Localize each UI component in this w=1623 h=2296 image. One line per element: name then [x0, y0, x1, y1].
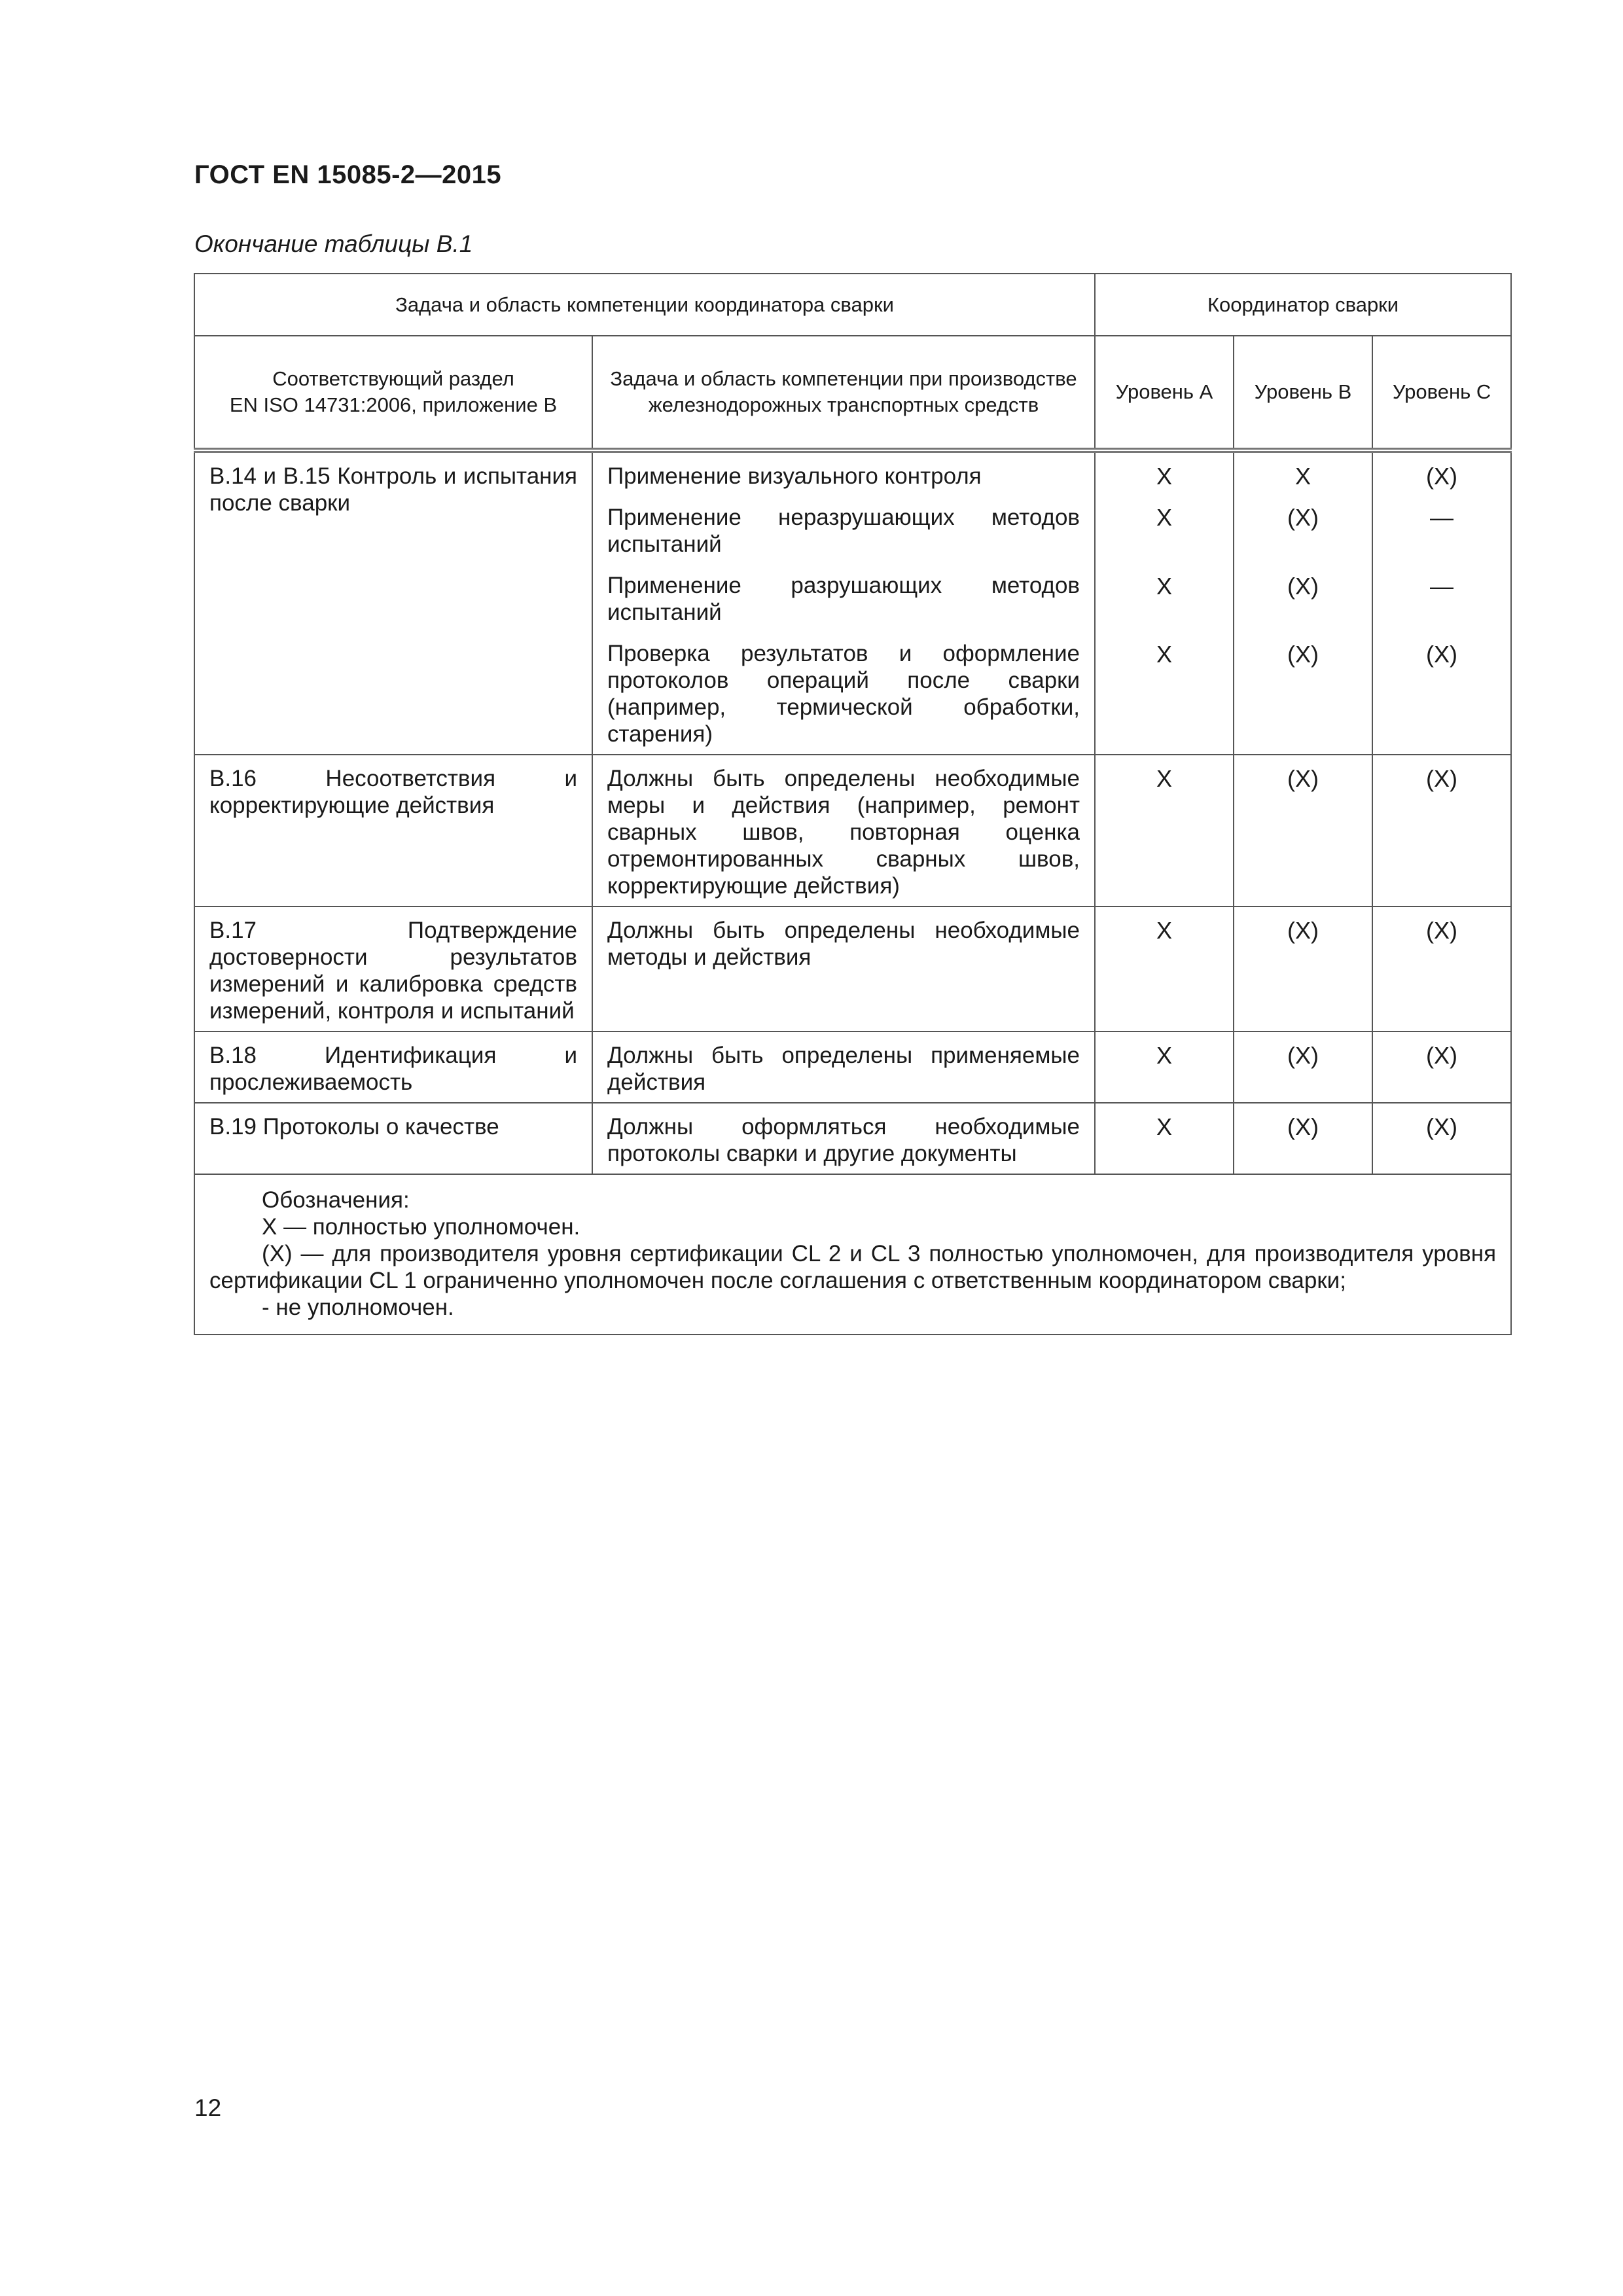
notes-row — [194, 1174, 1511, 1335]
level-a-cell — [1095, 450, 1234, 755]
level-c-cell: (X) — [1372, 1031, 1511, 1103]
task-cell: Должны быть определены необходимые меры и действия (например, ремонт сварных швов, повторная оценка отремонтированных сварных швов, корректирующие действия) — [592, 755, 1095, 906]
mark-value: (X) — [1426, 641, 1458, 668]
task-item: Применение разрушающих методов испытаний — [607, 573, 1080, 625]
note-dash: - не уполномочен. — [262, 1295, 454, 1320]
header-row-groups — [194, 274, 1511, 336]
notes-title: Обозначения: — [262, 1187, 410, 1213]
table-row — [194, 755, 1511, 906]
section-cell: B.14 и B.15 Контроль и испытания после сварки — [194, 450, 592, 755]
header-row-columns — [194, 336, 1511, 450]
level-b-cell — [1234, 450, 1372, 755]
level-a-cell: X — [1095, 755, 1234, 906]
level-b-cell: (X) — [1234, 755, 1372, 906]
table-row — [194, 450, 1511, 755]
header-level-c: Уровень C — [1372, 336, 1511, 450]
level-b-cell: (X) — [1234, 1103, 1372, 1174]
competence-table — [194, 273, 1512, 1335]
header-section-line1: Соответствующий раздел — [272, 367, 514, 390]
header-group-task: Задача и область компетенции координатора сварки — [194, 274, 1095, 336]
section-cell: B.17 Подтверждение достоверности результатов измерений и калибровка средств измерений, контроля и испытаний — [194, 906, 592, 1031]
document-code: ГОСТ EN 15085-2—2015 — [194, 160, 502, 189]
level-c-cell — [1372, 450, 1511, 755]
level-b-cell: (X) — [1234, 906, 1372, 1031]
mark-value: (X) — [1287, 504, 1319, 531]
task-item: Применение неразрушающих методов испытаний — [607, 505, 1080, 557]
mark-value: (X) — [1287, 641, 1319, 668]
task-item: Применение визуального контроля — [607, 463, 982, 489]
mark-value: — — [1430, 573, 1454, 600]
level-c-cell: (X) — [1372, 1103, 1511, 1174]
mark-value: (X) — [1426, 463, 1458, 490]
section-cell: B.19 Протоколы о качестве — [194, 1103, 592, 1174]
header-section — [194, 336, 592, 450]
task-cell: Должны оформляться необходимые протоколы сварки и другие документы — [592, 1103, 1095, 1174]
level-c-cell: (X) — [1372, 906, 1511, 1031]
note-x: X — полностью уполномочен. — [262, 1214, 580, 1240]
mark-value: X — [1156, 573, 1173, 600]
mark-value: (X) — [1287, 573, 1319, 600]
note-x-partial: (X) — для производителя уровня сертификации CL 2 и CL 3 полностью уполномочен, для производителя уровня сертификации CL 1 ограниченно уполномочен после соглашения с ответственным координатором сварки; — [209, 1241, 1497, 1293]
mark-value: X — [1156, 463, 1173, 490]
table-row — [194, 1031, 1511, 1103]
page-number: 12 — [194, 2094, 222, 2121]
mark-value: X — [1295, 463, 1311, 490]
task-cell: Должны быть определены необходимые методы и действия — [592, 906, 1095, 1031]
section-cell: B.16 Несоответствия и корректирующие действия — [194, 755, 592, 906]
notes-cell — [194, 1174, 1511, 1335]
task-cell: Должны быть определены применяемые действия — [592, 1031, 1095, 1103]
section-cell: B.18 Идентификация и прослеживаемость — [194, 1031, 592, 1103]
header-group-coordinator: Координатор сварки — [1095, 274, 1511, 336]
mark-value: X — [1156, 504, 1173, 531]
header-level-b: Уровень B — [1234, 336, 1372, 450]
task-cell — [592, 450, 1095, 755]
mark-value: — — [1430, 504, 1454, 531]
level-a-cell: X — [1095, 1031, 1234, 1103]
header-task: Задача и область компетенции при производстве железнодорожных транспортных средств — [592, 336, 1095, 450]
table-row — [194, 906, 1511, 1031]
level-b-cell: (X) — [1234, 1031, 1372, 1103]
table-caption: Окончание таблицы B.1 — [194, 230, 473, 257]
header-section-line2: EN ISO 14731:2006, приложение B — [229, 393, 558, 416]
task-item: Проверка результатов и оформление протоколов операций после сварки (например, термической обработки, старения) — [607, 641, 1080, 747]
level-a-cell: X — [1095, 906, 1234, 1031]
level-a-cell: X — [1095, 1103, 1234, 1174]
mark-value: X — [1156, 641, 1173, 668]
table-row — [194, 1103, 1511, 1174]
header-level-a: Уровень A — [1095, 336, 1234, 450]
level-c-cell: (X) — [1372, 755, 1511, 906]
